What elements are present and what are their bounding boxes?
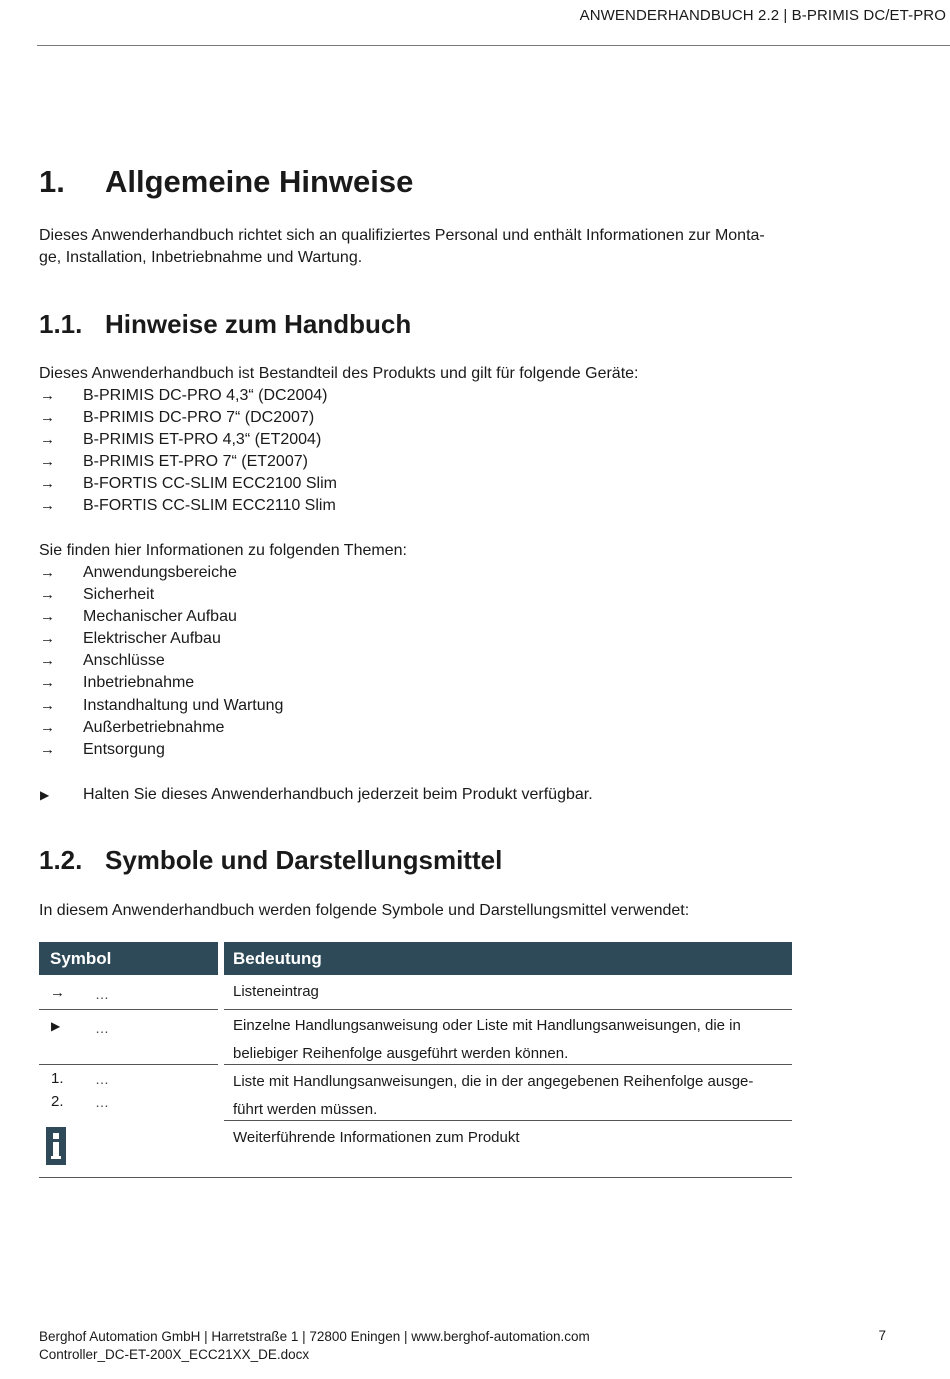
footer-filename: Controller_DC-ET-200X_ECC21XX_DE.docx	[39, 1347, 310, 1362]
ellipsis: …	[95, 986, 109, 1002]
step-number: 1.	[51, 1070, 64, 1087]
arrow-right-icon: →	[40, 475, 55, 493]
topics-intro: Sie finden hier Informationen zu folgenden Themen:	[39, 542, 407, 559]
table-header-symbol: Symbol	[39, 942, 218, 975]
arrow-right-icon: →	[40, 652, 55, 670]
arrow-right-icon: →	[40, 740, 55, 758]
table-header-meaning: Bedeutung	[224, 942, 792, 975]
arrow-right-icon: →	[40, 431, 55, 449]
triangle-right-icon: ▶	[40, 788, 50, 802]
table-divider	[224, 1064, 792, 1065]
arrow-right-icon: →	[40, 453, 55, 471]
section-1-1-heading	[39, 309, 411, 340]
table-divider	[39, 1064, 218, 1065]
arrow-right-icon: →	[50, 984, 65, 1001]
arrow-right-icon: →	[40, 608, 55, 626]
info-icon-dot	[53, 1133, 59, 1139]
triangle-right-icon: ▶	[51, 1019, 61, 1033]
ellipsis: …	[95, 1071, 109, 1087]
section-number: 1.2.	[39, 845, 83, 875]
intro-paragraph	[39, 225, 799, 269]
section-title: Hinweise zum Handbuch	[105, 309, 412, 339]
section-number: 1.	[39, 164, 65, 199]
intro-line: ge, Installation, Inbetriebnahme und Wartung.	[39, 249, 363, 266]
arrow-right-icon: →	[40, 564, 55, 581]
table-divider	[39, 1009, 218, 1010]
table-bottom-rule	[39, 1177, 792, 1178]
arrow-right-icon: →	[40, 497, 55, 515]
ellipsis: …	[95, 1094, 109, 1110]
table-divider	[224, 1009, 792, 1010]
arrow-right-icon: →	[40, 387, 55, 404]
info-icon	[46, 1127, 66, 1165]
arrow-right-icon: →	[40, 718, 55, 736]
section-title: Allgemeine Hinweise	[105, 164, 414, 199]
table-divider	[224, 1120, 792, 1121]
table-cell: Liste mit Handlungsanweisungen, die in der angegebenen Reihenfolge ausge- führt werden müssen.	[233, 1073, 754, 1118]
arrow-right-icon: →	[40, 630, 55, 648]
section-1-heading	[39, 164, 413, 200]
symbols-intro: In diesem Anwenderhandbuch werden folgende Symbole und Darstellungsmittel verwendet:	[39, 902, 690, 919]
section-1-2-heading	[39, 845, 502, 876]
intro-line: Dieses Anwenderhandbuch richtet sich an qualifiziertes Personal und enthält Informationen zur Monta-	[39, 227, 765, 244]
arrow-right-icon: →	[40, 586, 55, 604]
section-number: 1.1.	[39, 309, 83, 339]
step-number: 2.	[51, 1093, 64, 1110]
section-title: Symbole und Darstellungsmittel	[105, 845, 503, 875]
info-icon-foot	[51, 1156, 61, 1159]
table-cell: Listeneintrag	[233, 983, 319, 1000]
header-divider	[37, 45, 950, 46]
arrow-right-icon: →	[40, 674, 55, 692]
table-cell: Einzelne Handlungsanweisung oder Liste mit Handlungsanweisungen, die in beliebiger Reihenfolge ausgeführt werden können.	[233, 1017, 741, 1062]
devices-intro: Dieses Anwenderhandbuch ist Bestandteil des Produkts und gilt für folgende Geräte:	[39, 365, 639, 382]
page-footer	[39, 1328, 590, 1364]
arrow-right-icon: →	[40, 409, 55, 427]
footer-company: Berghof Automation GmbH | Harretstraße 1 | 72800 Eningen | www.berghof-automation.com	[39, 1329, 590, 1344]
ellipsis: …	[95, 1020, 109, 1036]
table-cell: Weiterführende Informationen zum Produkt	[233, 1129, 520, 1146]
running-header: ANWENDERHANDBUCH 2.2 | B-PRIMIS DC/ET-PRO	[579, 7, 946, 24]
page-number: 7	[878, 1328, 886, 1343]
arrow-right-icon: →	[40, 696, 55, 714]
